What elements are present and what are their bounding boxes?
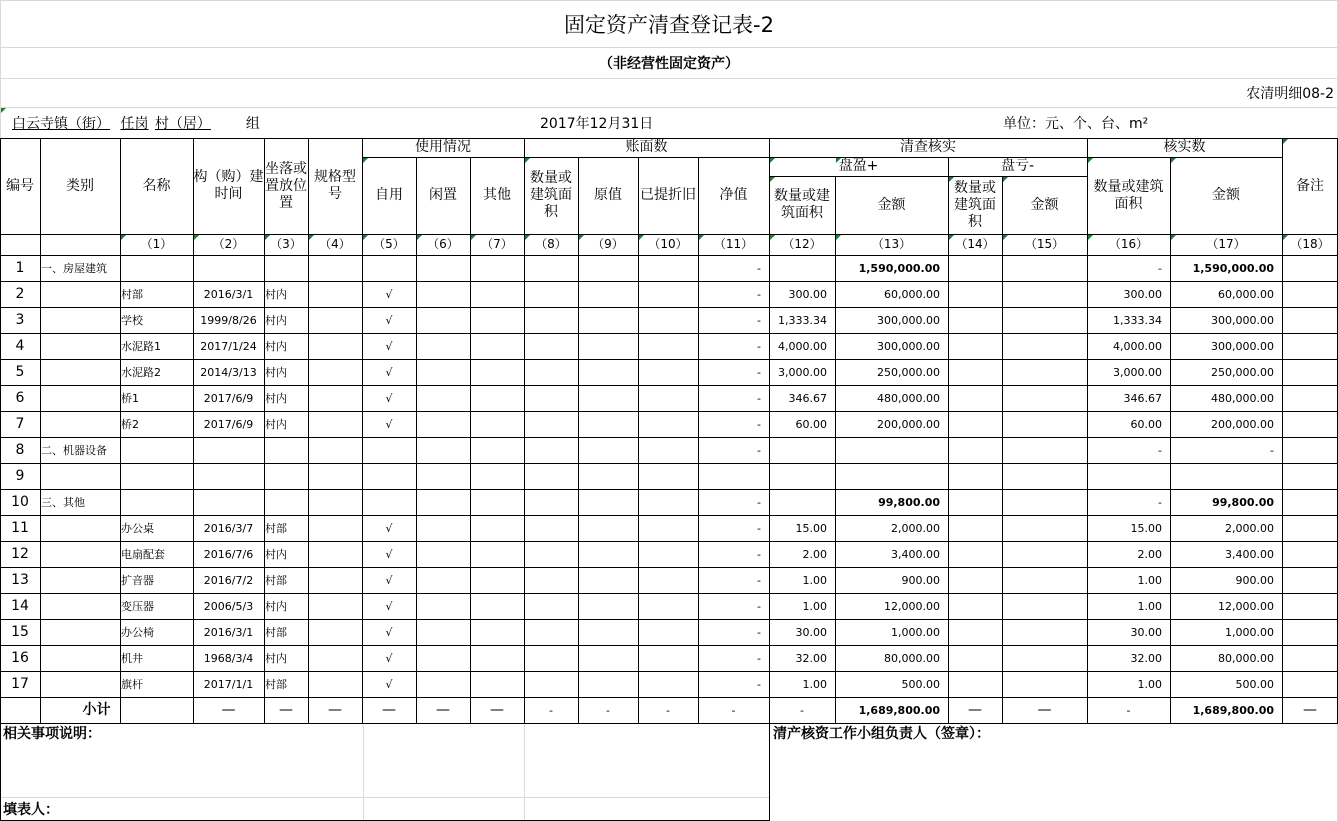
subtotal-verified-amount: 1,689,800.00 <box>1192 703 1274 717</box>
row-number: 14 <box>11 597 29 614</box>
cell-note-marker <box>471 235 476 240</box>
column-border <box>1002 176 1003 723</box>
cell-note-marker <box>770 235 775 240</box>
row-verified-qty: - <box>1158 261 1162 275</box>
header-remark: 备注 <box>1296 177 1324 194</box>
row-self-use: √ <box>385 625 393 639</box>
header-deficit-amount: 金额 <box>1030 196 1059 213</box>
row-surplus-qty <box>769 489 835 515</box>
row-verified-amount: 250,000.00 <box>1211 365 1274 379</box>
row-location: 村内 <box>265 547 287 561</box>
row-verified-qty: - <box>1158 495 1162 509</box>
row-self-use: √ <box>385 417 393 431</box>
column-number: （14） <box>955 237 995 251</box>
column-number: （5） <box>373 237 405 251</box>
row-category <box>40 541 120 567</box>
subtotal-dash: — <box>490 701 504 718</box>
cell-note-marker <box>1171 235 1176 240</box>
row-number: 16 <box>11 649 29 666</box>
header-depreciation: 已提折旧 <box>640 187 696 203</box>
cell-note-marker <box>579 235 584 240</box>
row-surplus-qty: 346.67 <box>788 391 827 405</box>
subtotal-dash: — <box>1037 701 1052 718</box>
row-verified-amount: 300,000.00 <box>1211 313 1274 327</box>
column-number: （3） <box>270 237 302 251</box>
row-name: 村部 <box>121 287 143 301</box>
row-name: 学校 <box>121 313 143 327</box>
cell-note-marker <box>1283 139 1288 144</box>
cell-note-marker <box>699 235 704 240</box>
row-verified-amount: 480,000.00 <box>1211 391 1274 405</box>
form-code: 农清明细08-2 <box>1246 86 1334 102</box>
unit-label: 单位：元、个、台、m² <box>1003 116 1149 132</box>
header-verified-amount: 金额 <box>1212 187 1240 203</box>
header-deficit: 盘亏- <box>1000 158 1035 174</box>
row-verified-qty: 300.00 <box>1123 287 1162 301</box>
row-surplus-qty: 1,333.34 <box>778 313 827 327</box>
row-location: 村内 <box>265 599 287 613</box>
row-verified-amount: 500.00 <box>1235 677 1274 691</box>
cell-note-marker <box>1003 177 1008 182</box>
report-date: 2017年12月31日 <box>540 116 654 132</box>
cell-note-marker <box>770 158 775 163</box>
row-number: 10 <box>11 493 29 510</box>
header-deficit-qty: 数量或建筑面积 <box>954 179 996 230</box>
row-location: 村内 <box>265 365 287 379</box>
row-surplus-amount: 250,000.00 <box>877 365 940 379</box>
row-number: 2 <box>15 285 25 302</box>
header-book-qty: 数量或建筑面积 <box>530 170 572 220</box>
row-build-time <box>193 463 264 489</box>
filler-label: 填表人： <box>3 802 59 818</box>
responsible-signature-label: 清产核资工作小组负责人（签章）： <box>773 726 990 742</box>
row-self-use: √ <box>385 313 393 327</box>
row-build-time: 1968/3/4 <box>203 651 254 665</box>
row-surplus-amount: 500.00 <box>901 677 940 691</box>
row-name: 扩音器 <box>121 573 154 587</box>
row-surplus-qty: 300.00 <box>788 287 827 301</box>
row-net-value: - <box>757 521 761 535</box>
row-location: 村部 <box>265 521 287 535</box>
row-self-use: √ <box>385 599 393 613</box>
cell-note-marker <box>1 108 6 113</box>
cell-note-marker <box>194 235 199 240</box>
row-verified-qty: 1.00 <box>1137 599 1162 613</box>
row-net-value: - <box>757 495 761 509</box>
row-net-value: - <box>757 573 761 587</box>
header-orig-value: 原值 <box>594 187 622 203</box>
row-name: 电扇配套 <box>121 547 165 561</box>
row-net-value: - <box>757 365 761 379</box>
row-number: 17 <box>11 675 29 692</box>
subtotal-surplus-amount: 1,689,800.00 <box>858 703 940 717</box>
row-number: 7 <box>15 415 25 432</box>
cell-note-marker <box>1171 158 1176 163</box>
header-location: 坐落或置放位置 <box>265 160 307 211</box>
row-category <box>40 411 120 437</box>
row-build-time: 2017/6/9 <box>203 391 254 405</box>
row-net-value: - <box>757 651 761 665</box>
village-suffix: 村（居） <box>154 116 211 132</box>
row-category <box>40 619 120 645</box>
subtotal-dash: - <box>549 703 553 717</box>
row-net-value: - <box>757 417 761 431</box>
subtotal-dash: - <box>731 703 736 717</box>
row-build-time: 2016/7/6 <box>203 547 254 561</box>
row-build-time <box>193 489 264 515</box>
row-verified-qty: 60.00 <box>1130 417 1162 431</box>
row-verified-qty: 15.00 <box>1130 521 1162 535</box>
column-number: （13） <box>871 237 912 251</box>
row-surplus-qty: 1.00 <box>802 677 827 691</box>
row-category <box>40 593 120 619</box>
row-verified-qty: 32.00 <box>1130 651 1162 665</box>
village-name: 任岗 <box>120 116 149 132</box>
row-verified-qty: 1.00 <box>1137 677 1162 691</box>
row-name: 办公桌 <box>121 521 154 535</box>
row-surplus-amount: 12,000.00 <box>884 599 940 613</box>
row-build-time: 2017/6/9 <box>203 417 254 431</box>
row-surplus-qty: 60.00 <box>795 417 827 431</box>
row-net-value: - <box>757 339 761 353</box>
header-surplus: 盘盈+ <box>838 158 879 174</box>
column-number: （8） <box>535 237 567 251</box>
cell-note-marker <box>949 177 954 182</box>
header-net-value: 净值 <box>719 187 748 203</box>
column-number: （4） <box>319 237 351 251</box>
row-verified-qty: 2.00 <box>1137 547 1162 561</box>
row-self-use: √ <box>385 547 393 561</box>
header-verified: 核实数 <box>1163 139 1206 155</box>
header-book: 账面数 <box>625 139 668 155</box>
row-verified-qty: 1,333.34 <box>1113 313 1162 327</box>
subtotal-dash: - <box>666 703 670 717</box>
row-surplus-amount: 900.00 <box>901 573 940 587</box>
cell-note-marker <box>770 177 775 182</box>
row-category <box>40 463 120 489</box>
row-category: 一、房屋建筑 <box>41 261 107 275</box>
row-surplus-amount <box>835 437 948 463</box>
column-number: （9） <box>592 237 624 251</box>
row-name <box>120 489 193 515</box>
row-self-use: √ <box>385 651 393 665</box>
row-number: 1 <box>15 259 25 276</box>
row-verified-amount: 60,000.00 <box>1218 287 1274 301</box>
row-build-time: 1999/8/26 <box>200 313 257 327</box>
row-self-use: √ <box>385 391 393 405</box>
column-number: （11） <box>713 237 754 251</box>
subtotal-dash: - <box>800 703 804 717</box>
row-build-time <box>193 255 264 281</box>
row-number: 8 <box>15 441 25 458</box>
cell-note-marker <box>363 158 368 163</box>
column-number: （15） <box>1024 237 1065 251</box>
column-number: （12） <box>782 237 822 251</box>
row-number: 4 <box>15 337 25 354</box>
row-net-value: - <box>757 599 761 613</box>
cell-note-marker <box>265 235 270 240</box>
row-net-value: - <box>757 677 761 691</box>
row-category <box>40 515 120 541</box>
row-location: 村内 <box>265 417 287 431</box>
location-line <box>12 114 260 134</box>
header-category: 类别 <box>66 177 94 194</box>
notes-label: 相关事项说明： <box>3 726 101 742</box>
row-surplus-qty: 2.00 <box>802 547 827 561</box>
row-verified-qty: 4,000.00 <box>1113 339 1162 353</box>
column-number: （2） <box>212 237 245 251</box>
row-category <box>40 671 120 697</box>
row-self-use: √ <box>385 573 393 587</box>
row-name: 水泥路1 <box>121 339 161 353</box>
row-location <box>264 463 308 489</box>
row-name <box>120 463 193 489</box>
row-verified-amount: 1,000.00 <box>1225 625 1274 639</box>
page-title: 固定资产清查登记表-2 <box>564 13 774 37</box>
cell-note-marker <box>309 235 314 240</box>
header-other: 其他 <box>483 187 511 203</box>
row-surplus-qty: 1.00 <box>802 573 827 587</box>
header-usage: 使用情况 <box>415 139 471 155</box>
row-surplus-qty <box>769 463 835 489</box>
row-verified-qty: 1.00 <box>1137 573 1162 587</box>
row-category <box>40 307 120 333</box>
row-number: 13 <box>11 571 29 588</box>
row-surplus-qty <box>769 437 835 463</box>
row-location: 村内 <box>265 313 287 327</box>
row-number: 15 <box>11 623 29 640</box>
row-category: 二、机器设备 <box>41 443 107 457</box>
row-name: 机井 <box>121 651 143 665</box>
row-verified-amount: 99,800.00 <box>1212 495 1274 509</box>
subtotal-dash: — <box>221 701 236 718</box>
row-category <box>40 567 120 593</box>
row-name: 桥1 <box>121 391 139 405</box>
subtotal-dash: — <box>382 701 396 718</box>
row-build-time: 2016/7/2 <box>203 573 254 587</box>
row-net-value: - <box>757 443 761 457</box>
row-location <box>264 437 308 463</box>
row-surplus-qty: 3,000.00 <box>778 365 827 379</box>
header-surplus-qty: 数量或建筑面积 <box>774 188 830 221</box>
cell-note-marker <box>949 235 954 240</box>
row-number: 12 <box>11 545 29 562</box>
subtotal-dash: — <box>1303 701 1317 718</box>
row-surplus-qty: 30.00 <box>795 625 827 639</box>
page-subtitle: （非经营性固定资产） <box>599 56 739 72</box>
subtotal-dash: — <box>436 701 450 718</box>
row-net-value: - <box>757 287 761 301</box>
row-surplus-amount: 3,400.00 <box>891 547 940 561</box>
row-self-use <box>362 463 416 489</box>
column-number: （1） <box>140 237 173 251</box>
row-self-use <box>362 255 416 281</box>
subtotal-dash: — <box>279 701 293 718</box>
row-number: 6 <box>15 389 25 406</box>
row-number: 5 <box>15 363 25 380</box>
row-build-time: 2017/1/1 <box>203 677 254 691</box>
header-name: 名称 <box>142 177 171 194</box>
row-name <box>120 255 193 281</box>
row-build-time <box>193 437 264 463</box>
row-name: 变压器 <box>121 599 154 613</box>
header-verified-qty: 数量或建筑面积 <box>1093 178 1164 212</box>
row-surplus-amount: 60,000.00 <box>884 287 940 301</box>
row-verified-amount: 3,400.00 <box>1225 547 1274 561</box>
header-build-time: 构（购）建时间 <box>193 169 264 202</box>
header-no: 编号 <box>6 177 34 194</box>
row-category <box>40 281 120 307</box>
row-self-use: √ <box>385 521 393 535</box>
group-suffix: 组 <box>245 116 260 132</box>
row-self-use <box>362 489 416 515</box>
subtotal-dash: — <box>328 701 342 718</box>
row-self-use: √ <box>385 677 393 691</box>
cell-note-marker <box>1088 235 1093 240</box>
row-location: 村内 <box>265 287 287 301</box>
row-surplus-amount: 300,000.00 <box>877 313 940 327</box>
row-location: 村部 <box>265 573 287 587</box>
row-self-use: √ <box>385 365 393 379</box>
column-number: （7） <box>481 237 513 251</box>
row-surplus-amount: 300,000.00 <box>877 339 940 353</box>
row-number: 11 <box>11 519 29 536</box>
row-build-time: 2016/3/7 <box>203 521 254 535</box>
row-build-time: 2017/1/24 <box>200 339 257 353</box>
row-location: 村内 <box>265 651 287 665</box>
row-name <box>120 437 193 463</box>
cell-note-marker <box>417 235 422 240</box>
row-surplus-qty: 1.00 <box>802 599 827 613</box>
column-number: （18） <box>1290 237 1330 251</box>
row-verified-amount: 1,590,000.00 <box>1192 261 1274 275</box>
cell-note-marker <box>1283 235 1288 240</box>
row-number: 9 <box>15 467 25 484</box>
row-self-use: √ <box>385 339 393 353</box>
row-surplus-qty <box>769 255 835 281</box>
row-verified-amount: 900.00 <box>1235 573 1274 587</box>
row-net-value <box>698 463 769 489</box>
subtotal-dash: - <box>606 703 610 717</box>
cell-note-marker <box>1088 158 1093 163</box>
row-net-value: - <box>757 391 761 405</box>
row-build-time: 2016/3/1 <box>203 625 254 639</box>
row-verified-amount: 80,000.00 <box>1218 651 1274 665</box>
header-spec: 规格型号 <box>314 169 356 202</box>
row-location <box>264 489 308 515</box>
column-number: （10） <box>648 237 688 251</box>
row-verified-amount: 12,000.00 <box>1218 599 1274 613</box>
row-net-value: - <box>757 261 761 275</box>
row-surplus-amount: 1,000.00 <box>891 625 940 639</box>
town-label: 白云寺镇（街） <box>12 116 110 132</box>
row-category <box>40 333 120 359</box>
row-surplus-amount: 1,590,000.00 <box>858 261 940 275</box>
row-verified-amount: 2,000.00 <box>1225 521 1274 535</box>
row-verified-amount: - <box>1270 443 1274 457</box>
row-net-value: - <box>757 625 761 639</box>
row-verified-qty: 3,000.00 <box>1113 365 1162 379</box>
cell-note-marker <box>525 158 530 163</box>
row-surplus-qty: 32.00 <box>795 651 827 665</box>
row-surplus-amount: 2,000.00 <box>891 521 940 535</box>
row-self-use <box>362 437 416 463</box>
row-verified-qty: 346.67 <box>1123 391 1162 405</box>
row-name: 桥2 <box>121 417 139 431</box>
row-verified-qty: 30.00 <box>1130 625 1162 639</box>
row-net-value: - <box>757 547 761 561</box>
row-location: 村内 <box>265 391 287 405</box>
row-surplus-amount: 200,000.00 <box>877 417 940 431</box>
row-build-time: 2014/3/13 <box>200 365 257 379</box>
row-verified-qty: - <box>1158 443 1162 457</box>
column-number: （6） <box>427 237 459 251</box>
header-surplus-amount: 金额 <box>877 196 906 213</box>
row-location <box>264 255 308 281</box>
footer-border <box>769 723 770 821</box>
row-verified-amount <box>1170 463 1282 489</box>
row-self-use: √ <box>385 287 393 301</box>
row-number: 3 <box>15 311 25 328</box>
row-net-value: - <box>757 313 761 327</box>
row-category <box>40 645 120 671</box>
row-surplus-amount: 480,000.00 <box>877 391 940 405</box>
row-name: 水泥路2 <box>121 365 161 379</box>
row-verified-amount: 200,000.00 <box>1211 417 1274 431</box>
row-surplus-amount: 99,800.00 <box>878 495 940 509</box>
header-idle: 闲置 <box>429 187 457 203</box>
cell-note-marker <box>836 235 841 240</box>
row-border <box>0 723 1338 724</box>
row-category: 三、其他 <box>41 495 85 509</box>
subtotal-dash: - <box>1126 703 1131 717</box>
row-location: 村部 <box>265 677 287 691</box>
cell-note-marker <box>639 235 644 240</box>
cell-note-marker <box>1003 235 1008 240</box>
column-number: （17） <box>1206 237 1246 251</box>
cell-note-marker <box>363 235 368 240</box>
row-location: 村部 <box>265 625 287 639</box>
row-location: 村内 <box>265 339 287 353</box>
cell-note-marker <box>121 235 126 240</box>
column-number: （16） <box>1108 237 1149 251</box>
row-category <box>40 385 120 411</box>
row-name: 旗杆 <box>121 677 143 691</box>
row-build-time: 2016/3/1 <box>203 287 254 301</box>
cell-note-marker <box>525 235 530 240</box>
subtotal-label: 小计 <box>82 701 111 718</box>
row-surplus-qty: 4,000.00 <box>778 339 827 353</box>
header-self-use: 自用 <box>375 187 403 203</box>
row-surplus-amount <box>835 463 948 489</box>
cell-note-marker <box>836 158 841 163</box>
row-build-time: 2006/5/3 <box>203 599 254 613</box>
row-surplus-amount: 80,000.00 <box>884 651 940 665</box>
header-check: 清查核实 <box>900 139 956 155</box>
row-name: 办公椅 <box>121 625 154 639</box>
row-surplus-qty: 15.00 <box>795 521 827 535</box>
row-category <box>40 359 120 385</box>
row-verified-qty <box>1087 463 1170 489</box>
row-verified-amount: 300,000.00 <box>1211 339 1274 353</box>
subtotal-dash: — <box>968 701 982 718</box>
